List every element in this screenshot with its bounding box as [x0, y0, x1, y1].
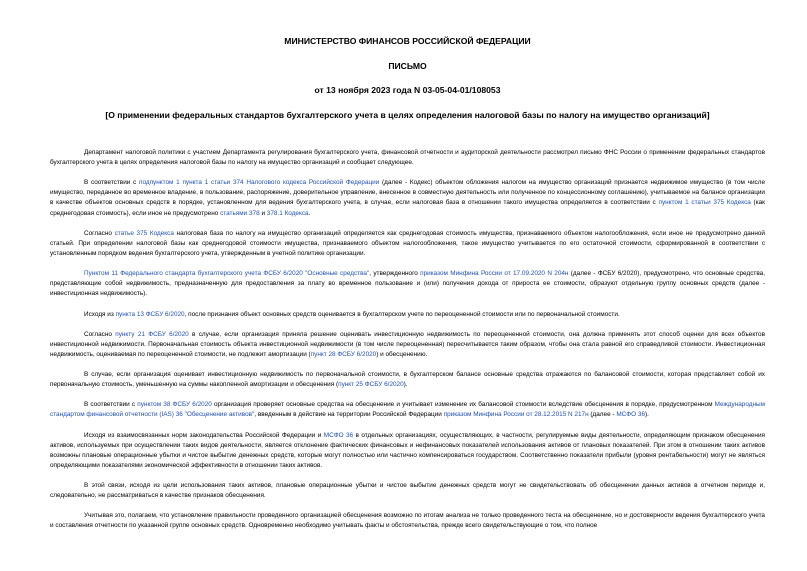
paragraph-text: в случае, если организация приняла решение оценивать инвестиционную недвижимость по переоцененной стоимости, она должна применять этот способ оценки для всех объектов инвестиционной недвижимости. Первоначальная стоимость объекта инвестиционной недвижимости (в том числе переоцененная) пересчитывается таким образом, чтобы она стала равной его справедливой стоимости. Инвестиционная недвижимость, оцениваемая по переоцененной стоимости, не подлежит амортизации ( — [50, 330, 765, 358]
paragraph-text: Согласно — [84, 330, 116, 338]
paragraph-text: ) и обесценению. — [376, 350, 428, 358]
paragraph — [50, 511, 765, 531]
paragraph-text: В этой связи, исходя из цели использования таких активов, плановые операционные убытки и чистое выбытие денежных средств могут не свидетельствовать об обесценении данных активов в отчетном периоде и, следовательно, не рассматриваться в качестве признаков обесценения. — [50, 482, 765, 500]
paragraph-text: (далее - Кодекс) объектом обложения налогом на имущество организаций признается недвижимое имущество (в том числе имущество, переданное во временное владение, в пользование, распоряжение, доверительное управление, внесенное в совместную деятельность или полученное по концессионному соглашению), учитываемое на балансе организации в качестве объектов основных средств в порядке, установленном для ведения бухгалтерского учета, в случае, если налоговая база в отношении такого имущества определяется в соответствии с — [50, 179, 766, 207]
document-link[interactable]: 378.1 Кодекса — [266, 209, 309, 217]
paragraph-text: Учитывая это, полагаем, что установление правильности проведенного организацией обесценения возможно по итогам анализа не только проведенного теста на обесценение, но и достоверности ведения бухгалтерского учета и составления отчетности по указанной группе основных средств. Одновременно необходимо учитывать факты и обстоятельства, прежде всего свидетельствующие о том, что полное — [50, 512, 765, 530]
paragraph-text: (далее - — [588, 411, 617, 419]
document-link[interactable]: МСФО 36 — [616, 411, 645, 419]
paragraph-text: В соответствии с — [84, 179, 139, 187]
paragraph-text: ). — [645, 411, 649, 419]
document-link[interactable]: пункт 28 ФСБУ 6/2020 — [310, 350, 377, 358]
document-link[interactable]: пункта 13 ФСБУ 6/2020 — [115, 310, 185, 318]
document-link[interactable]: пункту 21 ФСБУ 6/2020 — [115, 330, 189, 338]
document-link[interactable]: Пунктом 11 Федерального стандарта бухгалтерского учета ФСБУ 6/2020 "Основные средства" — [84, 270, 370, 278]
document-link[interactable]: Международным стандартом финансовой отчетности (IAS) 36 "Обесценение активов" — [50, 401, 765, 419]
document-link[interactable]: приказом Минфина России от 28.12.2015 N 217н — [443, 411, 589, 419]
paragraph — [50, 148, 765, 168]
document-link[interactable]: статье 375 Кодекса — [114, 229, 174, 237]
paragraph-text: Департамент налоговой политики с участием Департамента регулирования бухгалтерского учета, финансовой отчетности и аудиторской деятельности рассмотрел письмо ФНС России о применении федеральных стандартов бухгалтерского учета в целях определения налоговой базы по налогу на имущество организаций и сообщает следующее. — [50, 149, 765, 167]
document-link[interactable]: приказом Минфина России от 17.09.2020 N 204н — [420, 270, 569, 278]
paragraph-text: , утвержденного — [369, 270, 421, 278]
paragraph-text: , после признания объект основных средств оценивается в бухгалтерском учете по переоцененной стоимости или по первоначальной стоимости. — [184, 310, 620, 318]
paragraph — [50, 431, 765, 471]
document-link[interactable]: пунктом 38 ФСБУ 6/2020 — [137, 401, 212, 409]
paragraph-text: . — [308, 209, 311, 217]
paragraph-text: ). — [403, 381, 408, 389]
paragraph-text: В случае, если организация оценивает инвестиционную недвижимость по первоначальной стоимости, в бухгалтерском балансе основные средства отражаются по балансовой стоимости, которая представляет собой их первоначальную стоимость, уменьшенную на суммы накопленной амортизации и обесценения ( — [50, 371, 765, 389]
paragraph-text: В соответствии с — [84, 401, 138, 409]
paragraph — [50, 481, 765, 501]
paragraph-text: в отдельных организациях, осуществляющих, в частности, регулируемые виды деятельности, определяющим признаком обесценения активов, используемых при осуществлении таких видов деятельности, является отклонение фактических финансовых и нефинансовых показателей использования активов от плановых показателей. При этом в отношении таких активов возможны плановые операционные убытки и чистое выбытие денежных средств, которые могут полностью или частично компенсироваться государством. Соответственно показатели прибыли (уровня рентабельности) могут не являться определяющими показателями экономической эффективности в отношении таких активов. — [50, 431, 765, 469]
paragraph — [50, 310, 765, 320]
document-body — [50, 148, 765, 532]
document-link[interactable]: подпунктом 1 пункта 1 статьи 374 Налогового кодекса Российской Федерации — [138, 179, 380, 187]
paragraph-text: (как среднегодовая стоимость), если иное не предусмотрено — [50, 199, 765, 217]
document-subject: [О применении федеральных стандартов бухгалтерского учета в целях определения налоговой базы по налогу на имущество организаций] — [105, 110, 710, 120]
paragraph — [50, 330, 765, 360]
paragraph-text: Согласно — [84, 229, 115, 237]
paragraph — [50, 269, 765, 299]
paragraph-text: налоговая база по налогу на имущество организаций определяется как среднегодовая стоимость имущества, признаваемого объектом налогообложения, если иное не предусмотрено данной статьей. При определении налоговой базы как среднегодовой стоимости имущества, признаваемого объектом налогообложения, такое имущество учитывается по его остаточной стоимости, сформированной в соответствии с установленным порядком ведения бухгалтерского учета, утвержденным в учетной политике организации. — [50, 229, 765, 257]
paragraph — [50, 400, 765, 420]
document-link[interactable]: МСФО 36 — [323, 431, 354, 439]
paragraph-text: , введенным в действие на территории Российской Федерации — [254, 411, 444, 419]
ministry-heading: МИНИСТЕРСТВО ФИНАНСОВ РОССИЙСКОЙ ФЕДЕРАЦИИ — [284, 36, 531, 46]
paragraph-text: и — [259, 209, 267, 217]
paragraph-text: Исходя из — [84, 310, 116, 318]
document-link[interactable]: пункт 25 ФСБУ 6/2020 — [338, 381, 404, 389]
paragraph-text: организация проверяет основные средства на обесценение и учитывает изменение их балансовой стоимости вследствие обесценения в порядке, предусмотренном — [211, 401, 715, 409]
paragraph-text: (далее - ФСБУ 6/2020), предусмотрено, что основные средства, представляющие собой недвижимость, предназначенную для предоставления за плату во временное пользование и (или) получения дохода от прироста ее стоимости, образуют отдельную группу основных средств (далее - инвестиционная недвижимость). — [50, 270, 765, 298]
document-link[interactable]: пунктом 1 статьи 375 Кодекса — [658, 199, 751, 207]
document-date-number: от 13 ноября 2023 года N 03-05-04-01/108053 — [314, 85, 501, 95]
paragraph — [50, 178, 765, 218]
document-link[interactable]: статьями 378 — [220, 209, 260, 217]
paragraph — [50, 370, 765, 390]
paragraph — [50, 229, 765, 259]
paragraph-text: Исходя из взаимосвязанных норм законодательства Российской Федерации и — [84, 431, 324, 439]
document-type: ПИСЬМО — [388, 61, 427, 71]
